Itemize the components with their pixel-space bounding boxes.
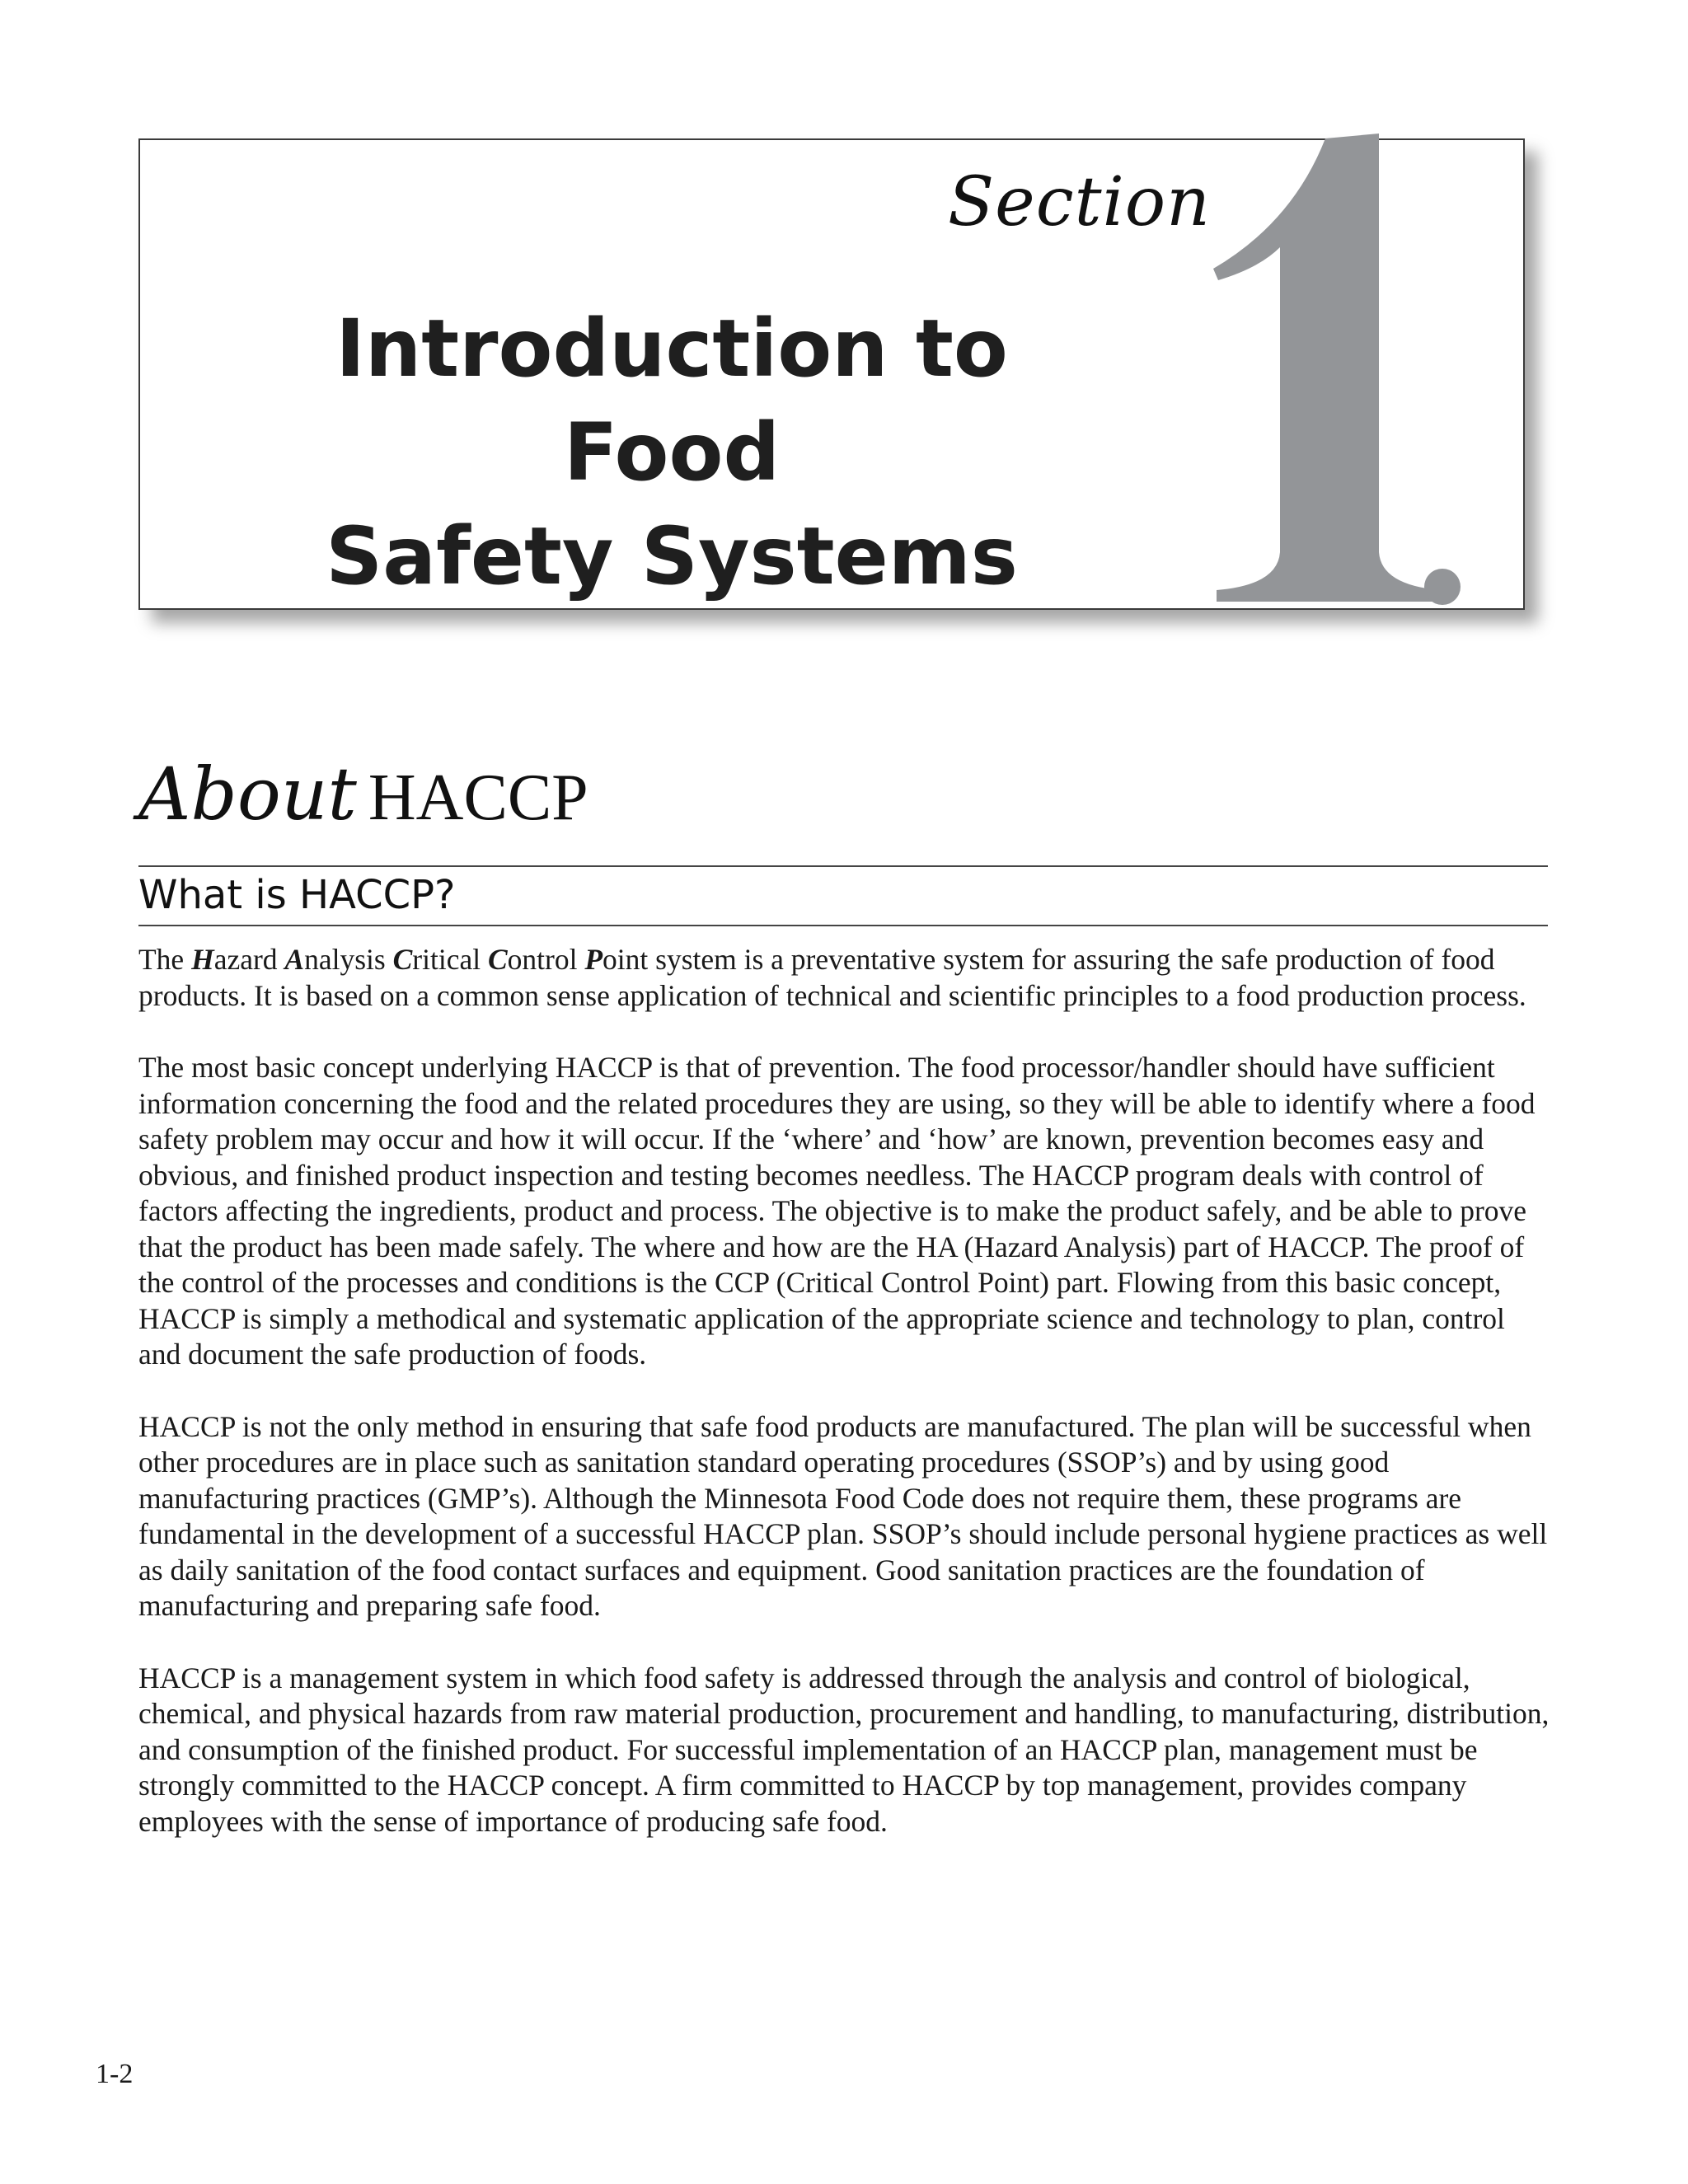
section-label: Section xyxy=(948,163,1211,241)
paragraph-4: HACCP is a management system in which food safety is addressed through the analysis and control of biological, chemical, and physical hazards from raw material production, procurement and handling, to manufacturing, distribution, and consumption of the finished product. For successful implementation of an HACCP plan, management must be strongly committed to the HACCP concept. A firm committed to HACCP by top management, provides company employees with the sense of importance of producing safe food. xyxy=(138,1661,1550,1838)
section-title-line2: Safety Systems xyxy=(326,510,1018,602)
section-title-line1: Introduction to Food xyxy=(335,302,1008,499)
section-title xyxy=(247,297,1096,608)
divider-bottom xyxy=(138,925,1548,926)
page-heading-script: About xyxy=(138,752,357,837)
paragraph-2: The most basic concept underlying HACCP is that of prevention. The food processor/handler should have sufficient information concerning the food and the related procedures they are using, so they will be able to identify where a food safety problem may occur and how it will occur. If the ‘where’ and ‘how’ are known, prevention becomes easy and obvious, and finished product inspection and testing becomes needless. The HACCP program deals with control of factors affecting the ingredients, product and process. The objective is to make the product safely, and be able to prove that the product has been made safely. The where and how are the HA (Hazard Analysis) part of HACCP. The proof of the control of the processes and conditions is the CCP (Critical Control Point) part. Flowing from this basic concept, HACCP is simply a methodical and systematic application of the appropriate science and technology to plan, control and document the safe production of foods. xyxy=(138,1051,1536,1371)
subheading: What is HACCP? xyxy=(138,872,456,918)
body-text xyxy=(138,942,1550,1876)
page-heading-plain: HACCP xyxy=(368,762,588,834)
section-number-dot xyxy=(1424,569,1461,605)
page-number: 1-2 xyxy=(96,2059,134,2089)
section-number xyxy=(1202,124,1465,610)
section-number-glyph xyxy=(1213,134,1441,602)
paragraph-1: The Hazard Analysis Critical Control Point system is a preventative system for assuring the safe production of food products. It is based on a common sense application of technical and scientific principles to a food production process. xyxy=(138,943,1526,1012)
page-heading xyxy=(138,752,588,859)
divider-top xyxy=(138,865,1548,867)
paragraph-3: HACCP is not the only method in ensuring that safe food products are manufactured. The plan will be successful when other procedures are in place such as sanitation standard operating procedures (SSOP’s) and by using good manufacturing practices (GMP’s). Although the Minnesota Food Code does not require them, these programs are fundamental in the development of a successful HACCP plan. SSOP’s should include personal hygiene practices as well as daily sanitation of the food contact surfaces and equipment. Good sanitation practices are the foundation of manufacturing and preparing safe food. xyxy=(138,1409,1548,1622)
